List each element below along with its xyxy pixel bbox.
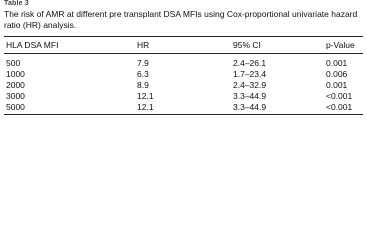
cell-ci: 2.4–26.1 [233, 58, 267, 68]
cell-ci: 3.3–44.9 [233, 102, 267, 112]
cell-p-value: <0.001 [326, 102, 353, 112]
cell-hr: 6.3 [137, 69, 149, 79]
cell-p-value: 0.001 [326, 58, 348, 68]
table-row [4, 80, 363, 91]
cell-mfi: 5000 [6, 102, 25, 112]
table-row [4, 69, 363, 80]
cell-hr: 8.9 [137, 80, 149, 90]
table-row [4, 58, 363, 69]
bottom-rule [4, 114, 363, 115]
header-p-value: p-Value [326, 40, 355, 50]
table-row [4, 102, 363, 113]
cell-ci: 2.4–32.9 [233, 80, 267, 90]
header-95-ci: 95% CI [233, 40, 261, 50]
cell-mfi: 500 [6, 58, 21, 68]
document-table [4, 0, 363, 115]
cell-mfi: 1000 [6, 69, 25, 79]
cell-p-value: 0.006 [326, 69, 348, 79]
cell-mfi: 3000 [6, 91, 25, 101]
cell-hr: 12.1 [137, 102, 154, 112]
cell-mfi: 2000 [6, 80, 25, 90]
cell-hr: 7.9 [137, 58, 149, 68]
cell-p-value: 0.001 [326, 80, 348, 90]
cell-ci: 1.7–23.4 [233, 69, 267, 79]
table-row [4, 91, 363, 102]
table-label: Table 3 [4, 0, 30, 7]
cell-hr: 12.1 [137, 91, 154, 101]
header-hr: HR [137, 40, 150, 50]
cell-p-value: <0.001 [326, 91, 353, 101]
header-hla-dsa-mfi: HLA DSA MFI [6, 40, 59, 50]
table-header-row [4, 37, 363, 53]
table-body [4, 54, 363, 113]
table-caption: The risk of AMR at different pre transplant DSA MFIs using Cox-proportional univariate hazard ratio (HR) analysis. [4, 9, 358, 30]
cell-ci: 3.3–44.9 [233, 91, 267, 101]
